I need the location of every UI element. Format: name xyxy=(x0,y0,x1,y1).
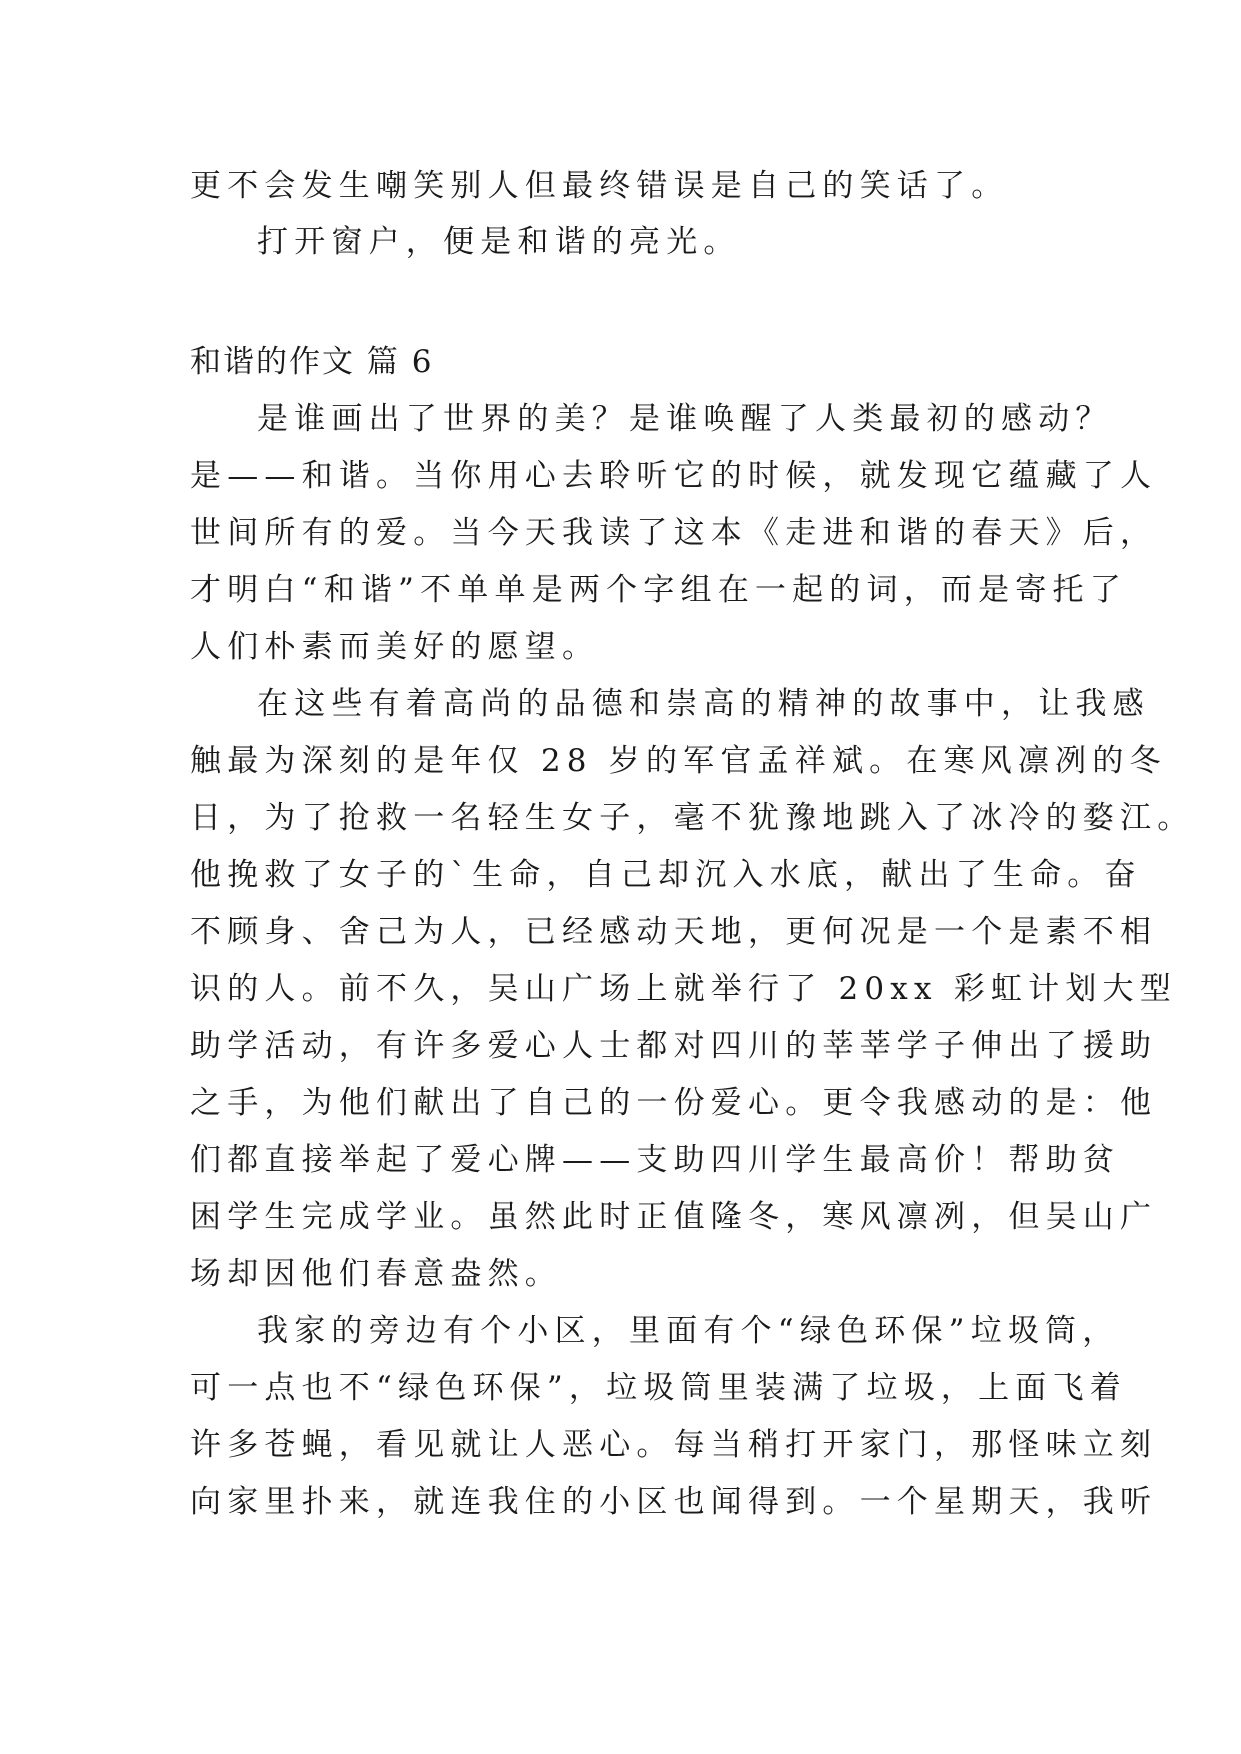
paragraph-line: 人们朴素而美好的愿望。 xyxy=(190,629,600,665)
paragraph-line: 触最为深刻的是年仅 28 岁的军官孟祥斌。在寒风凛冽的冬 xyxy=(190,743,1167,779)
paragraph-line: 困学生完成学业。虽然此时正值隆冬，寒风凛冽，但吴山广 xyxy=(190,1199,1158,1235)
paragraph-line: 许多苍蝇，看见就让人恶心。每当稍打开家门，那怪味立刻 xyxy=(190,1427,1158,1463)
section-heading: 和谐的作文 篇 6 xyxy=(190,344,434,380)
paragraph-line: 识的人。前不久，吴山广场上就举行了 20xx 彩虹计划大型 xyxy=(190,971,1177,1007)
paragraph-line: 才明白“和谐”不单单是两个字组在一起的词，而是寄托了 xyxy=(190,572,1127,608)
paragraph-line: 们都直接举起了爱心牌——支助四川学生最高价！帮助贫 xyxy=(190,1142,1120,1178)
paragraph-line: 打开窗户，便是和谐的亮光。 xyxy=(257,224,741,260)
paragraph-line: 助学活动，有许多爱心人士都对四川的莘莘学子伸出了援助 xyxy=(190,1028,1158,1064)
paragraph-line: 之手，为他们献出了自己的一份爱心。更令我感动的是：他 xyxy=(190,1085,1158,1121)
paragraph-line: 向家里扑来，就连我住的小区也闻得到。一个星期天，我听 xyxy=(190,1484,1158,1520)
paragraph-line: 日，为了抢救一名轻生女子，毫不犹豫地跳入了冰冷的婺江。 xyxy=(190,800,1195,836)
paragraph-line: 世间所有的爱。当今天我读了这本《走进和谐的春天》后， xyxy=(190,515,1158,551)
paragraph-line: 场却因他们春意盎然。 xyxy=(190,1256,562,1292)
paragraph-line: 不顾身、舍己为人，已经感动天地，更何况是一个是素不相 xyxy=(190,914,1158,950)
paragraph-line: 可一点也不“绿色环保”，垃圾筒里装满了垃圾，上面飞着 xyxy=(190,1370,1127,1406)
paragraph-line: 我家的旁边有个小区，里面有个“绿色环保”垃圾筒， xyxy=(257,1313,1120,1349)
paragraph-line: 他挽救了女子的`生命，自己却沉入水底，献出了生命。奋 xyxy=(190,857,1142,893)
paragraph-line: 在这些有着高尚的品德和崇高的精神的故事中，让我感 xyxy=(257,686,1150,722)
paragraph-line: 是——和谐。当你用心去聆听它的时候，就发现它蕴藏了人 xyxy=(190,458,1158,494)
paragraph-line: 是谁画出了世界的美？是谁唤醒了人类最初的感动？ xyxy=(257,401,1113,437)
paragraph-line: 更不会发生嘲笑别人但最终错误是自己的笑话了。 xyxy=(190,168,1009,204)
